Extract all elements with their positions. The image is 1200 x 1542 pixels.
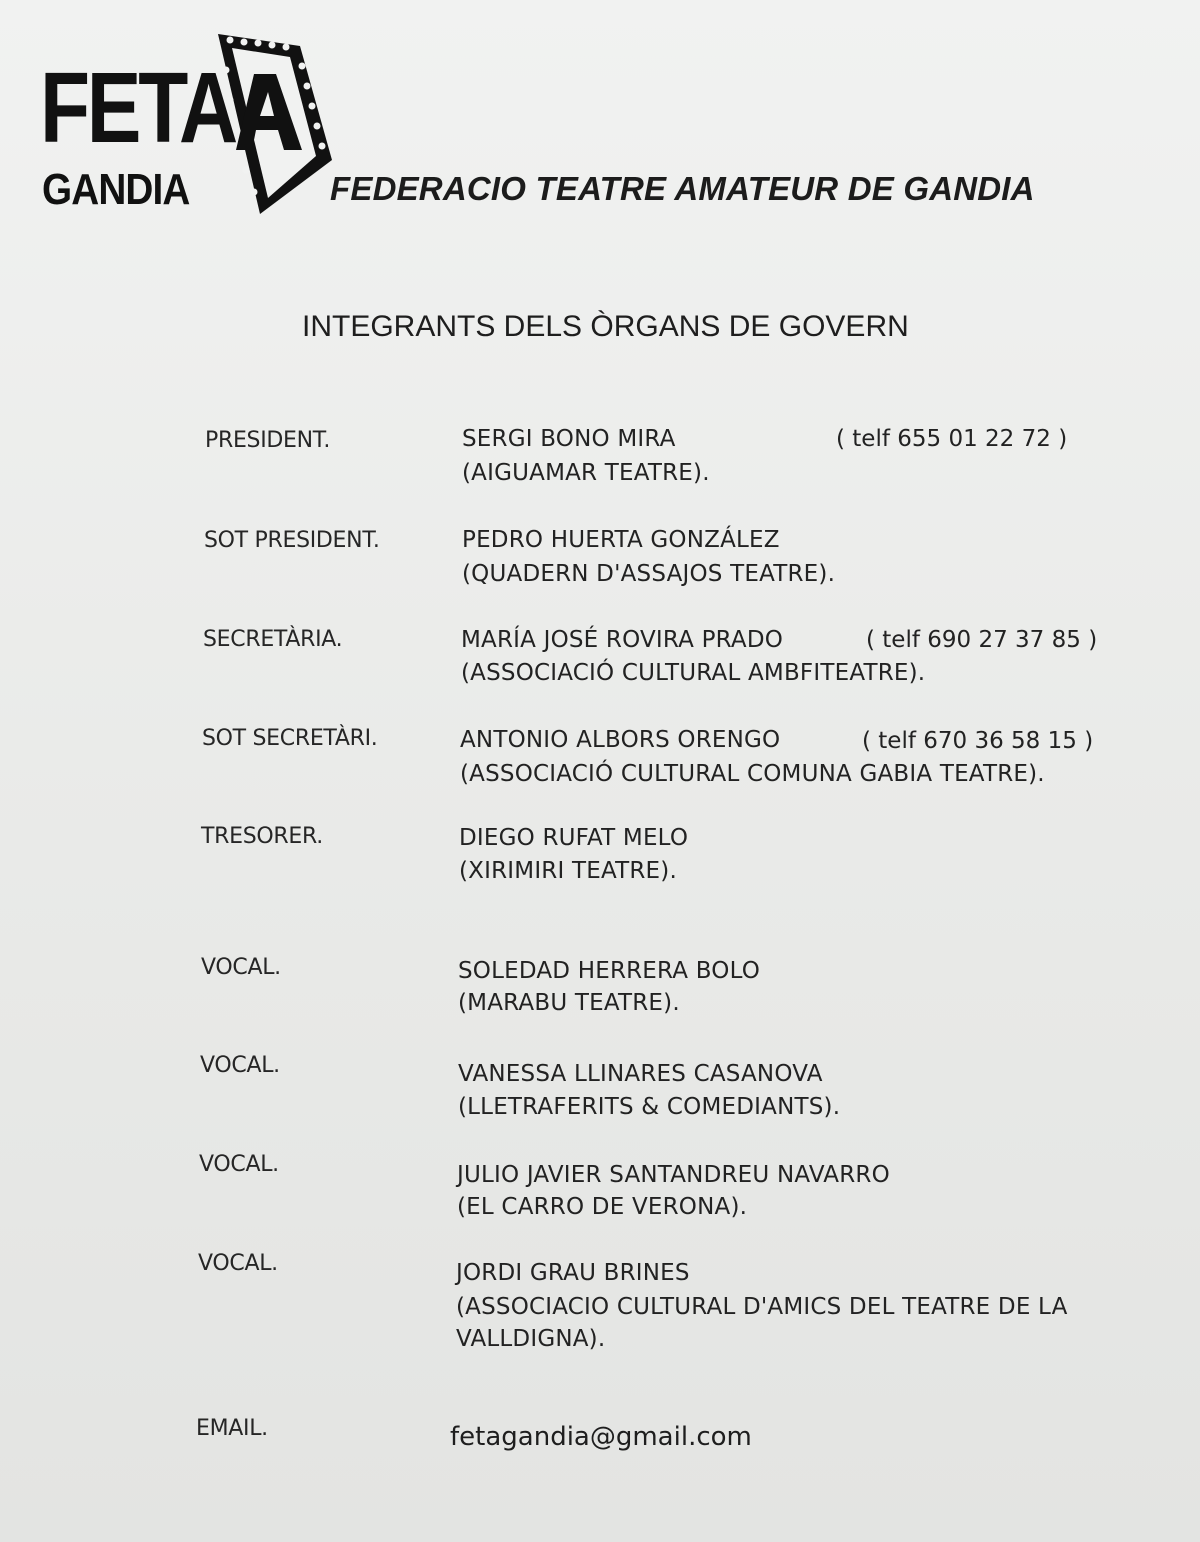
document-title: INTEGRANTS DELS ÒRGANS DE GOVERN — [302, 310, 909, 343]
role-label: VOCAL. — [198, 1251, 278, 1276]
email-address: fetagandia@gmail.com — [450, 1422, 752, 1452]
member-name: SERGI BONO MIRA — [462, 426, 676, 452]
logo-word-gandia: GANDIA — [42, 165, 190, 214]
member-phone: ( telf 690 27 37 85 ) — [866, 627, 1098, 653]
logo-word-feta: FETA — [40, 52, 235, 164]
member-group: (LLETRAFERITS & COMEDIANTS). — [458, 1094, 841, 1120]
member-phone: ( telf 670 36 58 15 ) — [862, 728, 1094, 754]
member-group: (ASSOCIACIO CULTURAL D'AMICS DEL TEATRE DE LA — [456, 1294, 1068, 1320]
member-group: (MARABU TEATRE). — [458, 990, 680, 1016]
member-name: VANESSA LLINARES CASANOVA — [458, 1061, 823, 1087]
feta-gandia-logo — [40, 30, 340, 220]
member-group: (QUADERN D'ASSAJOS TEATRE). — [462, 561, 836, 587]
role-label: SOT PRESIDENT. — [204, 528, 380, 553]
member-group: (ASSOCIACIÓ CULTURAL COMUNA GABIA TEATRE). — [460, 761, 1045, 787]
member-group: (AIGUAMAR TEATRE). — [462, 460, 710, 486]
member-phone: ( telf 655 01 22 72 ) — [836, 426, 1068, 452]
member-group-continued: VALLDIGNA). — [456, 1326, 606, 1352]
role-label: VOCAL. — [199, 1152, 279, 1177]
role-label: VOCAL. — [201, 955, 281, 980]
role-label: SECRETÀRIA. — [203, 627, 343, 652]
member-group: (XIRIMIRI TEATRE). — [459, 858, 677, 884]
member-name: DIEGO RUFAT MELO — [459, 825, 689, 851]
role-label: SOT SECRETÀRI. — [202, 726, 378, 751]
member-group: (EL CARRO DE VERONA). — [457, 1194, 748, 1220]
email-label: EMAIL. — [196, 1416, 268, 1441]
role-label: VOCAL. — [200, 1053, 280, 1078]
role-label: PRESIDENT. — [205, 428, 331, 453]
member-name: JORDI GRAU BRINES — [456, 1260, 690, 1286]
member-name: JULIO JAVIER SANTANDREU NAVARRO — [457, 1162, 890, 1188]
member-name: ANTONIO ALBORS ORENGO — [460, 727, 781, 753]
member-group: (ASSOCIACIÓ CULTURAL AMBFITEATRE). — [461, 660, 926, 686]
member-name: SOLEDAD HERRERA BOLO — [458, 958, 761, 984]
organization-name: FEDERACIO TEATRE AMATEUR DE GANDIA — [330, 170, 1035, 207]
role-label: TRESORER. — [201, 824, 323, 849]
member-name: MARÍA JOSÉ ROVIRA PRADO — [461, 627, 784, 653]
member-name: PEDRO HUERTA GONZÁLEZ — [462, 527, 780, 553]
